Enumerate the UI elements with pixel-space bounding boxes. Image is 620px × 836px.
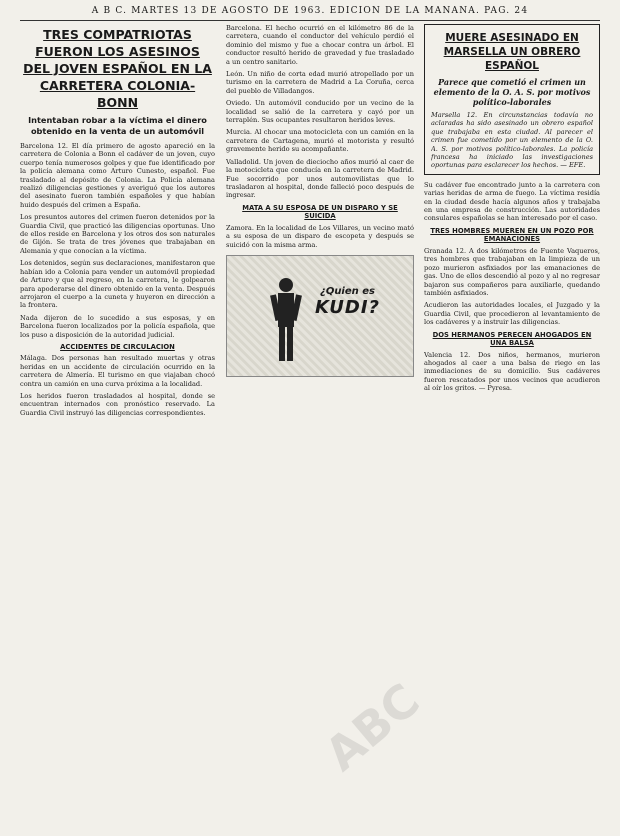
ad-line-2: KUDI?	[315, 296, 381, 318]
article-paragraph: Oviedo. Un automóvil conducido por un vecino de la localidad se salió de la carretera y cayó por un terraplén. Sus ocupantes resultaron heridos leves.	[226, 99, 414, 125]
article-paragraph: Nada dijeron de lo sucedido a sus esposas, y en Barcelona fueron localizados por la policía española, que los puso a disposición de la autoridad judicial.	[20, 313, 215, 339]
subhead-colonia-bonn: Intentaban robar a la víctima el dinero obtenido en la venta de un automóvil	[28, 115, 207, 136]
article-paragraph: Barcelona. El hecho ocurrió en el kilómetro 86 de la carretera, cuando el conductor del vehículo perdió el dominio del mismo y fue a chocar contra un árbol. El conductor resultó herido de gravedad y fue trasladado a un centro sanitario.	[226, 24, 414, 66]
article-paragraph: Acudieron las autoridades locales, el Juzgado y la Guardia Civil, que procedieron al levantamiento de los cadáveres y a instruir las diligencias.	[424, 301, 600, 327]
headline-colonia-bonn: TRES COMPATRIOTAS FUERON LOS ASESINOS DEL JOVEN ESPAÑOL EN LA CARRETERA COLONIA-BONN	[23, 27, 212, 110]
section-title-balsa: DOS HERMANOS PERECEN AHOGADOS EN UNA BALSA	[432, 330, 592, 348]
article-paragraph: Los heridos fueron trasladados al hospital, donde se encuentran internados con pronóstico reservado. La Guardia Civil instruyó las diligencias correspondientes.	[20, 392, 215, 417]
article-paragraph: Málaga. Dos personas han resultado muertas y otras heridas en un accidente de circulación ocurrido en la carretera de Almería. El turismo en que viajaban chocó contra un camión en una curva próxima a la localidad.	[20, 354, 215, 388]
ad-figure-illustration	[267, 276, 305, 364]
column-left	[20, 24, 215, 830]
article-paragraph: Los detenidos, según sus declaraciones, manifestaron que habían ido a Colonia para vender un automóvil propiedad de Arturo y que al regreso, en la carretera, le golpearon para apoderarse del dinero obtenido en la venta. Después arrojaron el cuerpo a la cuneta y huyeron en dirección a la frontera.	[20, 259, 215, 310]
article-paragraph: Valencia 12. Dos niños, hermanos, murieron ahogados al caer a una balsa de riego en las inmediaciones de su domicilio. Sus cadáveres fueron rescatados por unos vecinos que acudieron al oír los gritos. — Pyresa.	[424, 350, 600, 393]
article-paragraph: Granada 12. A dos kilómetros de Fuente Vaqueros, tres hombres que trabajaban en la limpieza de un pozo murieron asfixiados por las emanaciones de gas. Uno de ellos descendió al pozo y al no regresar bajaron sus compañeros para auxiliarle, quedando también asfixiados.	[424, 246, 600, 297]
column-right	[424, 24, 600, 830]
ad-text	[315, 286, 380, 318]
subhead-marsella: Parece que cometió el crimen un elemento de la O. A. S. por motivos político-laborales	[433, 77, 591, 107]
watermark-abc: ABC	[314, 672, 430, 782]
headline-marsella: MUERE ASESINADO EN MARSELLA UN OBRERO ESPAÑOL	[443, 32, 581, 72]
article-paragraph: Zamora. En la localidad de Los Villares, un vecino mató a su esposa de un disparo de escopeta y después se suicidó con la misma arma.	[226, 223, 414, 249]
boxed-article-marsella	[424, 24, 600, 175]
section-title-mata-esposa: MATA A SU ESPOSA DE UN DISPARO Y SE SUICIDA	[242, 203, 398, 221]
section-title-accidentes: ACCIDENTES DE CIRCULACION	[60, 342, 175, 351]
article-paragraph: Su cadáver fue encontrado junto a la carretera con varias heridas de arma de fuego. La víctima residía en la ciudad desde hacía algunos años y trabajaba en una empresa de construcción. Las autoridades consulares españolas se han interesado por el caso.	[424, 180, 600, 223]
article-paragraph: Valladolid. Un joven de dieciocho años murió al caer de la motocicleta que conducía en la carretera de Madrid. Fue socorrido por unos automovilistas que lo trasladaron al hospital, donde falleció poco después de ingresar.	[226, 157, 414, 200]
advertisement	[226, 255, 414, 377]
article-paragraph: León. Un niño de corta edad murió atropellado por un turismo en la carretera de Madrid a La Coruña, cerca del pueblo de Villadangos.	[226, 70, 414, 95]
ad-line-1: ¿Quien es	[320, 285, 375, 297]
article-paragraph: Murcia. Al chocar una motocicleta con un camión en la carretera de Cartagena, murió el motorista y resultó gravemente herido su acompañante.	[226, 128, 414, 154]
column-middle	[226, 24, 414, 830]
section-title-pozo: TRES HOMBRES MUEREN EN UN POZO POR EMANACIONES	[430, 226, 594, 244]
article-paragraph: Barcelona 12. El día primero de agosto apareció en la carretera de Colonia a Bonn el cadáver de un joven, cuyo cuerpo tenía numerosos golpes y que fue identificado por la policía alemana como Arturo Cunesto, español. Fue trasladado al depósito de Colonia. La Policía alemana realizó diligencias gestiones y averiguó que los autores del asesinato fueron también españoles y que habían huido después del crimen a España.	[20, 142, 215, 209]
article-paragraph: Los presuntos autores del crimen fueron detenidos por la Guardia Civil, que practicó las diligencias oportunas. Uno de ellos reside en Barcelona y los otros dos son naturales de Gijón. Se trata de tres jóvenes que trabajaban en Alemania y que conocían a la víctima.	[20, 213, 215, 255]
article-paragraph: Marsella 12. En circunstancias todavía no aclaradas ha sido asesinado un obrero español que trabajaba en esta ciudad. Al parecer el crimen fue cometido por un elemento de la O. A. S. por motivos político-laborales. La policía francesa ha iniciado las investigaciones oportunas para esclarecer los hechos. — EFE.	[431, 111, 593, 170]
page-header: A B C. MARTES 13 DE AGOSTO DE 1963. EDICION DE LA MAÑANA. PAG. 24	[20, 6, 600, 21]
